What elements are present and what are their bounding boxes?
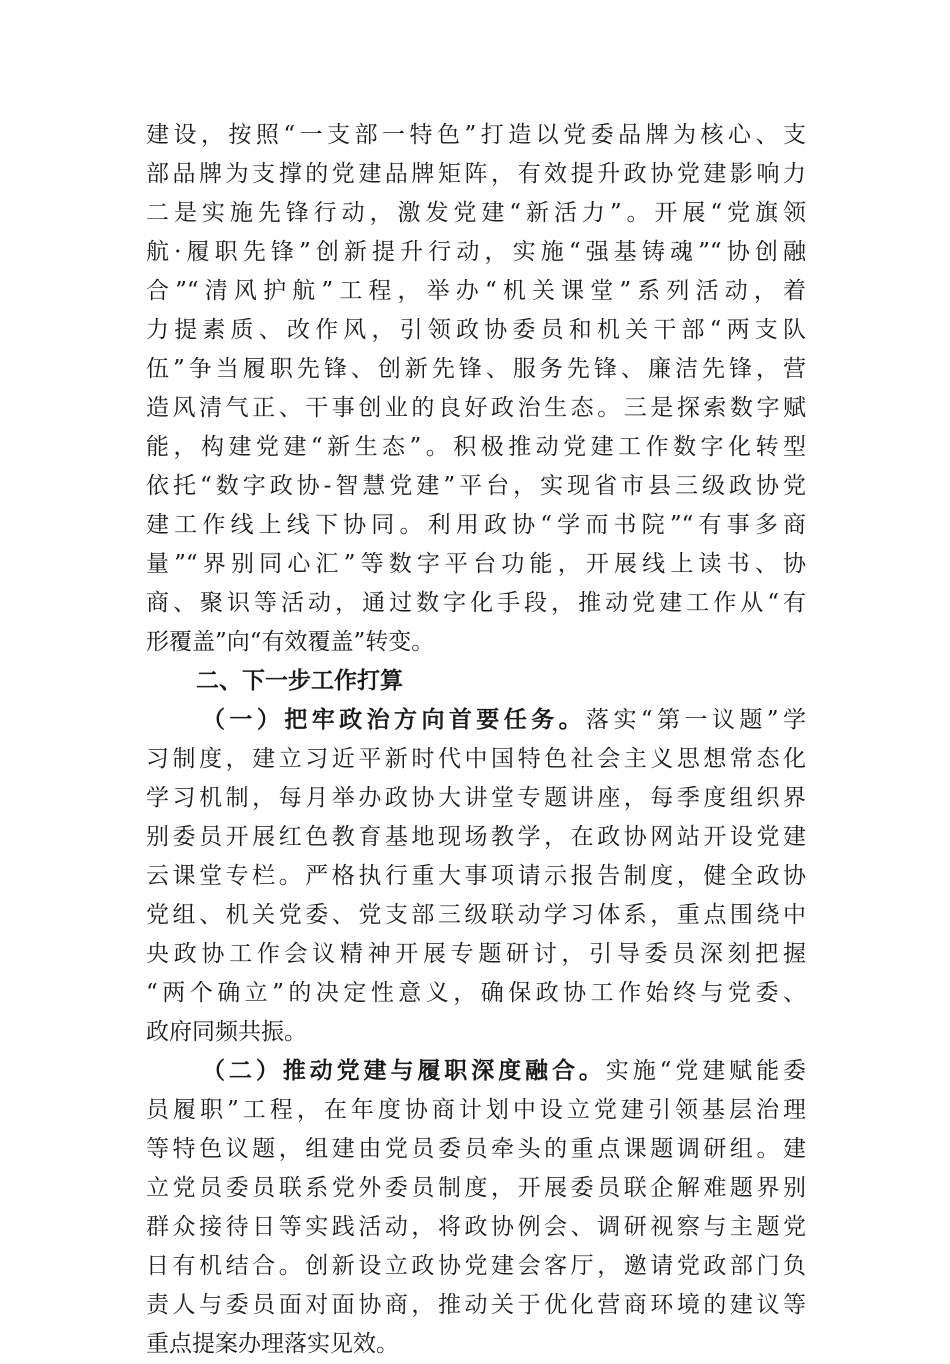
text-line: 力提素质、改作风，引领政协委员和机关干部“两支队 <box>146 317 806 343</box>
text-line <box>146 701 806 740</box>
document-body <box>146 116 806 1364</box>
text-line: 部品牌为支撑的党建品牌矩阵，有效提升政协党建影响力 <box>146 161 806 187</box>
text-line <box>146 1052 806 1091</box>
text-line: 学习机制，每月举办政协大讲堂专题讲座，每季度组织界 <box>146 785 806 811</box>
text-line: 群众接待日等实践活动，将政协例会、调研视察与主题党 <box>146 1214 806 1240</box>
text-line: 党组、机关党委、党支部三级联动学习体系，重点围绕中 <box>146 902 806 928</box>
item-2-paragraph <box>146 1052 806 1364</box>
text-line: 政府同频共振。 <box>146 1019 307 1045</box>
text-line: 日有机结合。创新设立政协党建会客厅，邀请党政部门负 <box>146 1253 806 1279</box>
text-line: 建工作线上线下协同。利用政协“学而书院”“有事多商 <box>146 512 806 538</box>
text-line: 重点提案办理落实见效。 <box>146 1331 399 1357</box>
text-line: 责人与委员面对面协商，推动关于优化营商环境的建议等 <box>146 1292 806 1318</box>
item-1-first-rest: 落实“第一议题”学 <box>586 707 806 733</box>
text-line: 伍”争当履职先锋、创新先锋、服务先锋、廉洁先锋，营 <box>146 356 806 382</box>
text-line: 别委员开展红色教育基地现场教学，在政协网站开设党建 <box>146 824 806 850</box>
text-line: 云课堂专栏。严格执行重大事项请示报告制度，健全政协 <box>146 863 806 889</box>
item-2-lead: （二）推动党建与履职深度融合。 <box>202 1058 606 1084</box>
text-line: 商、聚识等活动，通过数字化手段，推动党建工作从“有 <box>146 590 806 616</box>
section-heading: 二、下一步工作打算 <box>196 668 403 694</box>
text-line: 能，构建党建“新生态”。积极推动党建工作数字化转型 <box>146 434 806 460</box>
text-line: 建设，按照“一支部一特色”打造以党委品牌为核心、支 <box>146 122 806 148</box>
text-line: 员履职”工程，在年度协商计划中设立党建引领基层治理 <box>146 1097 806 1123</box>
text-line: 依托“数字政协-智慧党建”平台，实现省市县三级政协党 <box>146 473 806 499</box>
text-line: 合”“清风护航”工程，举办“机关课堂”系列活动，着 <box>146 278 806 304</box>
text-line: “两个确立”的决定性意义，确保政协工作始终与党委、 <box>146 980 806 1006</box>
paragraph-continuation <box>146 116 806 662</box>
text-line: 量”“界别同心汇”等数字平台功能，开展线上读书、协 <box>146 551 806 577</box>
item-1-paragraph <box>146 701 806 1052</box>
text-line: 航·履职先锋”创新提升行动，实施“强基铸魂”“协创融 <box>146 239 806 265</box>
text-line: 形覆盖”向“有效覆盖”转变。 <box>146 629 435 655</box>
text-line: 习制度，建立习近平新时代中国特色社会主义思想常态化 <box>146 746 806 772</box>
text-line: 立党员委员联系党外委员制度，开展委员联企解难题界别 <box>146 1175 806 1201</box>
item-1-lead: （一）把牢政治方向首要任务。 <box>202 707 587 733</box>
item-2-first-rest: 实施“党建赋能委 <box>605 1058 806 1084</box>
text-line: 造风清气正、干事创业的良好政治生态。三是探索数字赋 <box>146 395 806 421</box>
text-line: 央政协工作会议精神开展专题研讨，引导委员深刻把握 <box>146 941 806 967</box>
text-line: 二是实施先锋行动，激发党建“新活力”。开展“党旗领 <box>146 200 806 226</box>
text-line: 等特色议题，组建由党员委员牵头的重点课题调研组。建 <box>146 1136 806 1162</box>
